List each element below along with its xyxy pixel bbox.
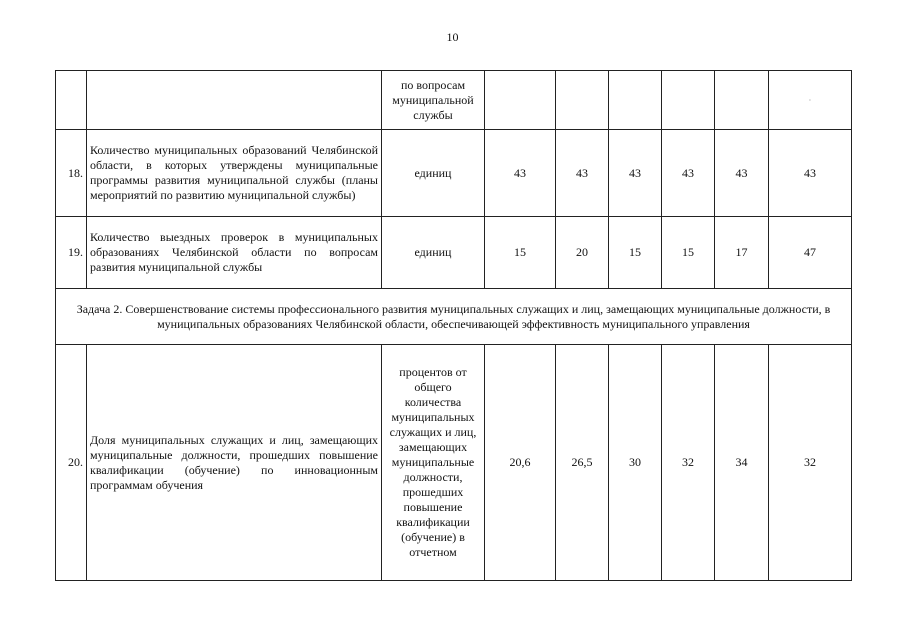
- table-row-18: [56, 130, 852, 217]
- scan-mark: ·: [808, 96, 812, 105]
- table-row-19: [56, 217, 852, 289]
- task-heading: Задача 2. Совершенствование системы профессионального развития муниципальных служащих и лиц, замещающих муниципальные должности, в муниципальных образованиях Челябинской области, обеспечивающей эффективность муниципального управления: [56, 289, 852, 345]
- table-row-task-2: [56, 289, 852, 345]
- row-value: 15: [485, 217, 556, 289]
- row-unit: единиц: [382, 217, 485, 289]
- row-value: [485, 71, 556, 130]
- page-number: 10: [446, 30, 459, 44]
- row-value: 47: [769, 217, 852, 289]
- row-value: [609, 71, 662, 130]
- row-description: Количество муниципальных образований Челябинской области, в которых утверждены муниципальные программы развития муниципальной службы (планы мероприятий по развитию муниципальной службы): [87, 130, 382, 217]
- row-value: 17: [715, 217, 769, 289]
- row-value: 20: [556, 217, 609, 289]
- row-value: 43: [662, 130, 715, 217]
- row-unit: единиц: [382, 130, 485, 217]
- row-description: Количество выездных проверок в муниципальных образованиях Челябинской области по вопросам развития муниципальной службы: [87, 217, 382, 289]
- row-value: 43: [485, 130, 556, 217]
- row-value: 15: [609, 217, 662, 289]
- row-value: 15: [662, 217, 715, 289]
- row-value: 43: [715, 130, 769, 217]
- row-unit: по вопросам муниципальной службы: [382, 71, 485, 130]
- table-row-continuation: [56, 71, 852, 130]
- indicators-table: [55, 70, 852, 581]
- row-number: 18.: [56, 130, 87, 217]
- row-value: 43: [769, 130, 852, 217]
- row-value-last: [769, 71, 852, 130]
- row-value: 32: [769, 345, 852, 581]
- row-description: [87, 71, 382, 130]
- row-value: 43: [609, 130, 662, 217]
- row-number: 20.: [56, 345, 87, 581]
- row-value: [556, 71, 609, 130]
- row-value: 34: [715, 345, 769, 581]
- row-value: 30: [609, 345, 662, 581]
- row-value: 43: [556, 130, 609, 217]
- row-value: [715, 71, 769, 130]
- row-number: [56, 71, 87, 130]
- row-description: Доля муниципальных служащих и лиц, замещающих муниципальные должности, прошедших повышение квалификации (обучение) по инновационным программам обучения: [87, 345, 382, 581]
- row-unit: процентов от общего количества муниципальных служащих и лиц, замещающих муниципальные должности, прошедших повышение квалификации (обучение) в отчетном: [382, 345, 485, 581]
- row-value: [662, 71, 715, 130]
- row-number: 19.: [56, 217, 87, 289]
- row-value: 26,5: [556, 345, 609, 581]
- table-row-20: [56, 345, 852, 581]
- row-value: 20,6: [485, 345, 556, 581]
- row-value: 32: [662, 345, 715, 581]
